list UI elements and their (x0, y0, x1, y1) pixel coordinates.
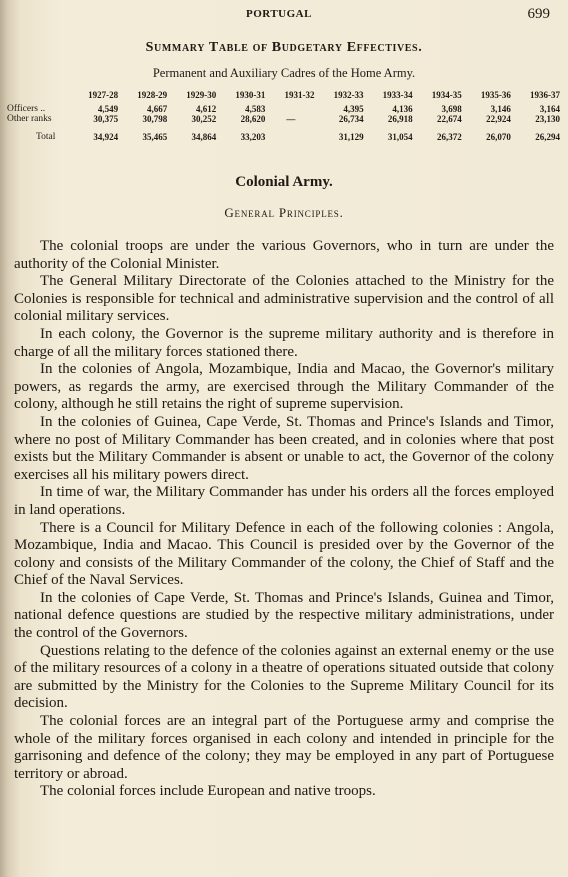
table-row (6, 114, 561, 124)
paragraph: The colonial troops are under the various Governors, who in turn are under the authority of the Colonial Minister. (14, 238, 554, 272)
table-cell: 4,549 (97, 104, 119, 114)
table-header-row (6, 90, 561, 104)
paragraph: Questions relating to the defence of the colonies against an external enemy or the use of the military resources of a colony in a theatre of operations situated outside that colony are submitted by the Ministry for the Colonies to the Supreme Military Council for its decision. (14, 642, 554, 712)
table-corner (6, 90, 70, 104)
table-cell: 34,864 (191, 132, 217, 142)
table-cell: 26,372 (437, 132, 462, 142)
body-text (14, 238, 554, 801)
paragraph: In the colonies of Guinea, Cape Verde, St. Thomas and Prince's Islands and Timor, where no post of Military Commander has been created, and in colonies where that post exists but the Military Commander is absent or unable to act, the Governor of the colony exercises all his military powers direct. (14, 413, 554, 483)
table-cell: 26,918 (387, 114, 413, 124)
table-cell: 31,129 (338, 132, 364, 142)
table-cell: 28,620 (240, 114, 266, 124)
running-head: PORTUGAL (246, 8, 312, 20)
table-cell: 34,924 (93, 132, 119, 142)
page-header (0, 6, 568, 26)
table-cell: 4,136 (392, 104, 413, 114)
paragraph: The colonial forces include European and native troops. (40, 783, 376, 800)
table-cell: 30,798 (142, 114, 168, 124)
table-cell: 4,583 (245, 104, 266, 114)
paragraph: The General Military Directorate of the Colonies attached to the Ministry for the Colonies is responsible for technical and administrative supervision and the control of all colonial military services. (14, 273, 554, 325)
paragraph: The colonial forces are an integral part of the Portuguese army and comprise the whole of the military forces organised in each colony and intended in principle for the garrisoning and defence of the colony; they may be employed in any part of Portuguese territory or abroad. (14, 713, 554, 782)
table-row (6, 104, 561, 114)
table-title: Summary Table of Budgetary Effectives. (145, 40, 423, 55)
table-cell: 4,667 (146, 104, 168, 114)
paragraph: There is a Council for Military Defence in each of the following colonies : Angola, Mozambique, India and Macao. This Council is presided over by the Governor of the colony and consists of the Military Commander of the colony, the Chief of Staff and the Chief of the Naval Services. (14, 519, 554, 589)
column-header: 1929-30 (186, 90, 217, 100)
column-header: 1928-29 (137, 90, 168, 100)
column-header: 1930-31 (235, 90, 266, 100)
table-cell: 33,203 (240, 132, 266, 142)
row-label: Other ranks (7, 114, 52, 124)
table-row-total (6, 124, 561, 142)
table-cell: 3,698 (441, 104, 462, 114)
table-cell: 4,395 (343, 104, 364, 114)
page-number: 699 (527, 6, 550, 22)
paragraph: In time of war, the Military Commander has under his orders all the forces employed in land operations. (14, 484, 554, 518)
table-cell: 3,146 (490, 104, 511, 114)
table-cell (266, 104, 315, 114)
subsection-title: General Principles. (224, 205, 344, 220)
paragraph: In the colonies of Angola, Mozambique, India and Macao, the Governor's military powers, as regards the army, are exercised through the Military Commander of the colony, although he still retains the right of supreme supervision. (14, 361, 554, 413)
column-header: 1932-33 (333, 90, 364, 100)
paragraph: In the colonies of Cape Verde, St. Thomas and Prince's Islands, Guinea and Timor, national defence questions are studied by the respective military administrations, under the control of the Governors. (14, 589, 554, 642)
column-header: 1927-28 (88, 90, 119, 100)
column-header: 1933-34 (382, 90, 413, 100)
table-cell: 23,130 (535, 114, 560, 124)
column-header: 1935-36 (480, 90, 511, 100)
table-cell: 26,070 (486, 132, 511, 142)
table-cell: 26,734 (338, 114, 364, 124)
column-header: 1936-37 (530, 90, 560, 100)
table-cell: 35,465 (142, 132, 168, 142)
row-label: Total (36, 132, 56, 142)
column-header: 1934-35 (431, 90, 462, 100)
table-cell: 30,375 (93, 114, 119, 124)
table-cell: 31,054 (387, 132, 413, 142)
table-cell: 22,674 (437, 114, 462, 124)
table-cell (266, 124, 315, 142)
table-cell: 4,612 (196, 104, 217, 114)
table-cell: 30,252 (191, 114, 217, 124)
table-cell: — (286, 114, 296, 124)
table-cell: 22,924 (486, 114, 511, 124)
paragraph: In each colony, the Governor is the supreme military authority and is therefore in charge of all the military forces stationed there. (14, 325, 554, 360)
table-cell: 26,294 (535, 132, 560, 142)
table-subtitle: Permanent and Auxiliary Cadres of the Home Army. (152, 66, 416, 80)
table-cell: 3,164 (539, 104, 560, 114)
budget-table (6, 90, 561, 142)
row-label: Officers .. (7, 104, 46, 114)
section-title: Colonial Army. (235, 174, 333, 190)
column-header: 1931-32 (284, 90, 315, 100)
